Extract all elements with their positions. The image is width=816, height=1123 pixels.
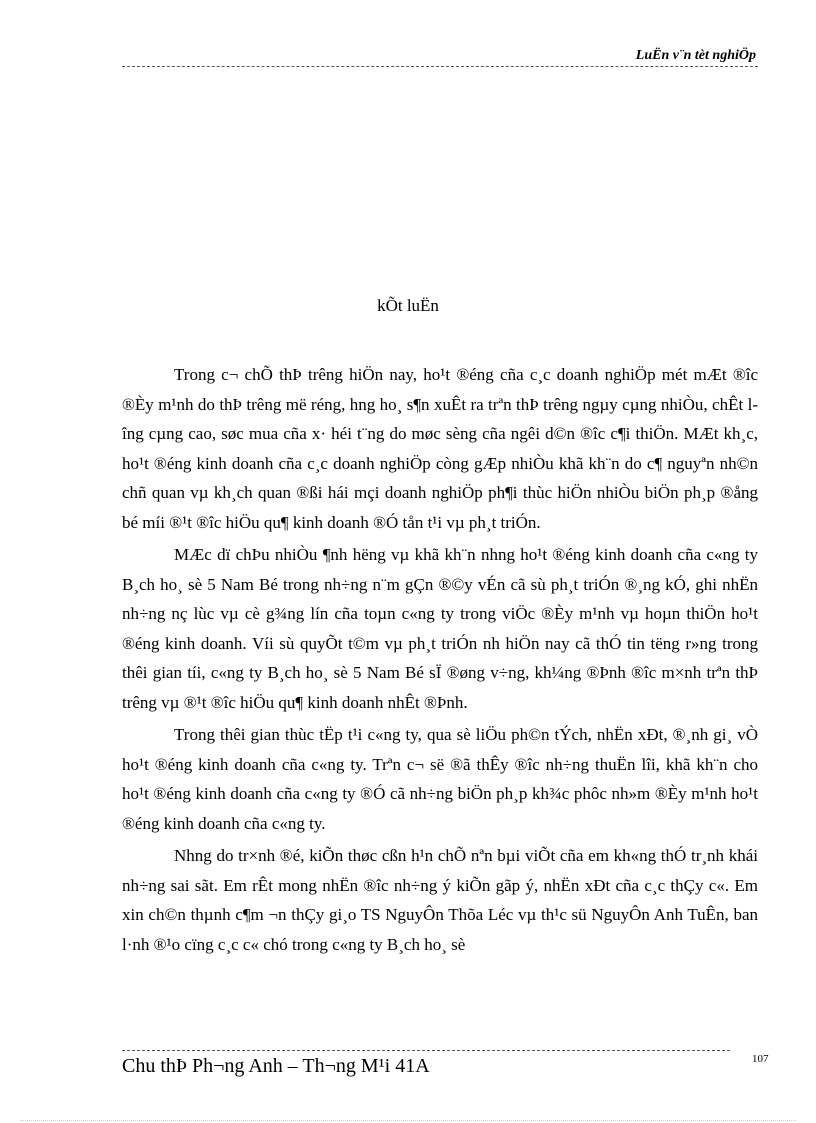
paragraph-1: Trong c¬ chÕ thÞ trêng hiÖn nay, ho¹t ®éng cña c¸c doanh nghiÖp mét mÆt ®îc ®Èy m¹nh do thÞ trêng më réng, hng ho¸ s¶n xuÊt ra trªn thÞ trêng ngµy cµng nhiÒu, chÊt lîng cµng cao, søc mua cña x· héi t¨ng do møc sèng cña ngêi d©n ®îc c¶i thiÖn. MÆt kh¸c, ho¹t ®éng kinh doanh cña c¸c doanh nghiÖp còng gÆp nhiÒu khã kh¨n do c¶ nguyªn nh©n chñ quan vµ kh¸ch quan ®ßi hái mçi doanh nghiÖp ph¶i thùc hiÖn nhiÒu biÖn ph¸p ®ång bé míi ®¹t ®îc hiÖu qu¶ kinh doanh ®Ó tån t¹i vµ ph¸t triÓn. xyxy=(122,365,758,532)
footer-divider xyxy=(122,1050,730,1051)
header-divider xyxy=(122,66,758,67)
paragraph-4: Nhng do tr×nh ®é, kiÕn thøc cßn h¹n chÕ nªn bµi viÕt cña em kh«ng thÓ tr¸nh khái nh÷ng sai sãt. Em rÊt mong nhËn ®îc nh÷ng ý kiÕn gãp ý, nhËn xÐt cña c¸c thÇy c«. Em xin ch©n thµnh c¶m ¬n thÇy gi¸o TS NguyÔn Thõa Léc vµ th¹c sü NguyÔn Anh TuÊn, ban l·nh ®¹o cïng c¸c c« chó trong c«ng ty B¸ch ho¸ sè xyxy=(122,846,758,954)
footer-author: Chu thÞ Ph¬ng Anh – Th¬ng M¹i 41A xyxy=(122,1055,430,1077)
page-bottom-edge xyxy=(20,1120,796,1121)
body-text xyxy=(122,360,758,962)
page-number: 107 xyxy=(752,1053,769,1065)
paragraph-2: MÆc dï chÞu nhiÒu ¶nh hëng vµ khã kh¨n nhng ho¹t ®éng kinh doanh cña c«ng ty B¸ch ho¸ sè 5 Nam Bé trong nh÷ng n¨m gÇn ®©y vÉn cã sù ph¸t triÓn ®¸ng kÓ, ghi nhËn nh÷ng nç lùc vµ cè g¾ng lín cña toµn c«ng ty trong viÖc ®Èy m¹nh vµ hoµn thiÖn ho¹t ®éng kinh doanh. Víi sù quyÕt t©m vµ ph¸t triÓn nh hiÖn nay cã thÓ tin tëng r»ng trong thêi gian tíi, c«ng ty B¸ch ho¸ sè 5 Nam Bé sÏ ®øng v÷ng, kh¼ng ®Þnh ®îc m×nh trªn thÞ trêng vµ ®¹t ®îc hiÖu qu¶ kinh doanh nhÊt ®Þnh. xyxy=(122,545,758,712)
document-header-title: LuËn v¨n tèt nghiÖp xyxy=(635,48,756,63)
paragraph-3: Trong thêi gian thùc tËp t¹i c«ng ty, qua sè liÖu ph©n tÝch, nhËn xÐt, ®¸nh gi¸ vÒ ho¹t ®éng kinh doanh cña c«ng ty. Trªn c¬ së ®ã thÊy ®îc nh÷ng thuËn lîi, khã kh¨n cho ho¹t ®éng kinh doanh cña c«ng ty ®Ó cã nh÷ng biÖn ph¸p kh¾c phôc nh»m ®Èy m¹nh ho¹t ®éng kinh doanh cña c«ng ty. xyxy=(122,725,758,833)
section-heading: kÕt luËn xyxy=(377,296,439,315)
